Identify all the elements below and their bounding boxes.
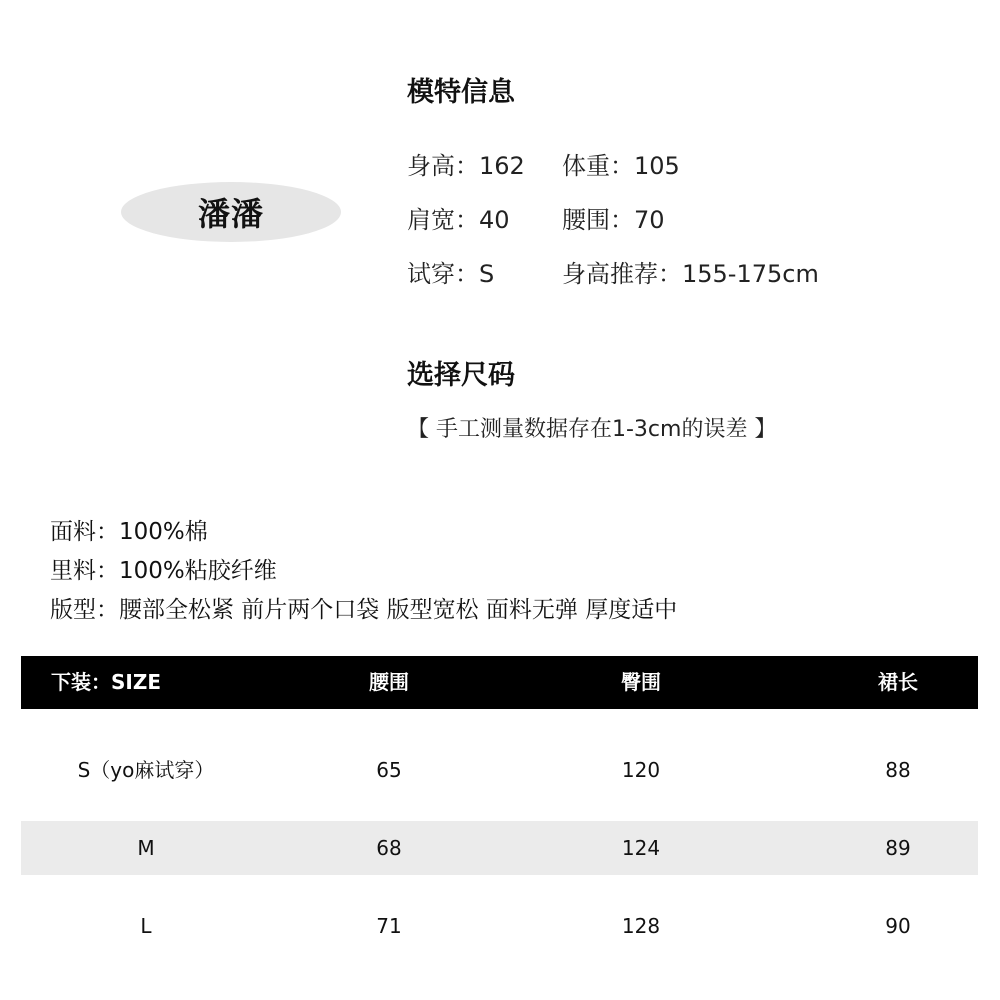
fabric-style: 版型：腰部全松紧 前片两个口袋 版型宽松 面料无弹 厚度适中 — [50, 597, 678, 623]
measurement-note: 【 手工测量数据存在1-3cm的误差 】 — [407, 417, 777, 442]
model-name-badge — [121, 182, 341, 242]
model-height: 身高：162 — [407, 152, 525, 180]
header-waist: 腰围 — [369, 670, 409, 694]
cell-waist: 68 — [376, 836, 402, 860]
cell-hip: 124 — [621, 836, 661, 860]
height-recommendation: 身高推荐：155-175cm — [562, 260, 819, 288]
model-weight: 体重：105 — [562, 152, 680, 180]
cell-size: S（yo麻试穿） — [77, 758, 215, 782]
header-length: 裙长 — [878, 670, 918, 694]
cell-hip: 120 — [621, 758, 661, 782]
header-hip: 臀围 — [621, 670, 661, 694]
size-table-header — [21, 656, 978, 709]
model-name: 潘潘 — [197, 195, 264, 233]
cell-length: 89 — [885, 836, 911, 860]
fabric-outer: 面料：100%棉 — [50, 519, 208, 545]
fabric-lining: 里料：100%粘胶纤维 — [50, 558, 277, 584]
model-info-title: 模特信息 — [407, 77, 515, 108]
table-row — [21, 743, 978, 797]
header-size: 下装：SIZE — [51, 670, 162, 694]
cell-size: M — [137, 836, 155, 860]
cell-length: 90 — [885, 914, 911, 938]
size-section-title: 选择尺码 — [407, 360, 515, 391]
table-row — [21, 899, 978, 953]
cell-size: L — [140, 914, 152, 938]
cell-waist: 65 — [376, 758, 402, 782]
cell-hip: 128 — [621, 914, 661, 938]
cell-waist: 71 — [376, 914, 402, 938]
table-row — [21, 821, 978, 875]
cell-length: 88 — [885, 758, 911, 782]
model-shoulder: 肩宽：40 — [407, 206, 510, 234]
model-waist: 腰围：70 — [562, 206, 665, 234]
model-tried-size: 试穿：S — [407, 260, 495, 288]
